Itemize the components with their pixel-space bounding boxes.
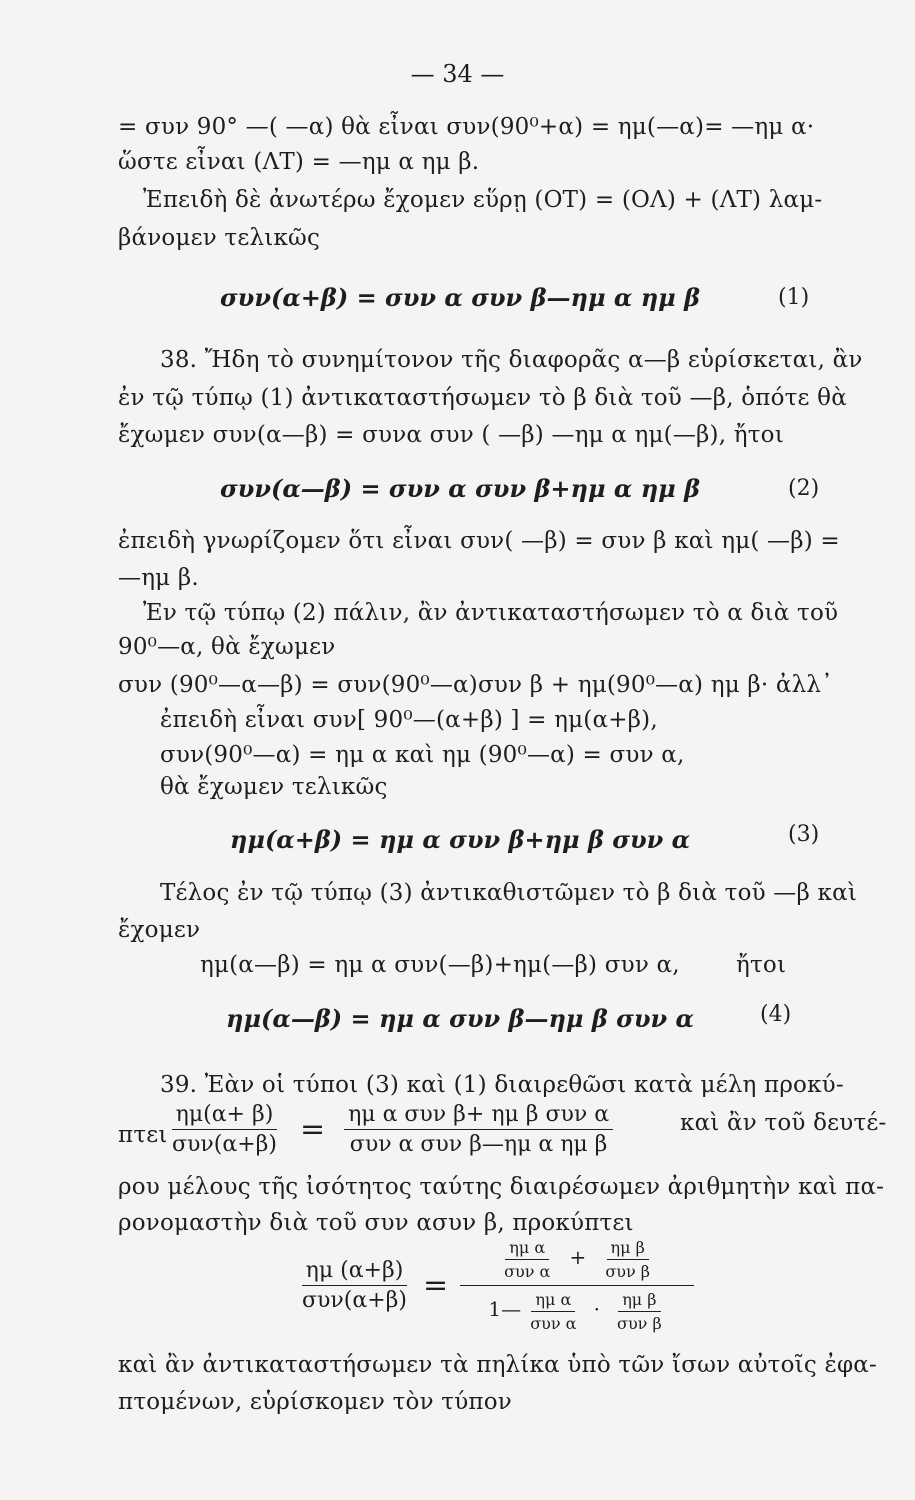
numerator: ημ(α+ β) xyxy=(172,1102,278,1130)
text-line: πτει xyxy=(118,1122,168,1148)
formula-1: συν(α+β) = συν α συν β—ημ α ημ β xyxy=(219,283,701,312)
text-line: βάνομεν τελικῶς xyxy=(118,225,321,251)
equation-number-2: (2) xyxy=(788,476,820,501)
text-line: Τέλος ἐν τῷ τύπῳ (3) ἀντικαθιστῶμεν τὸ β διὰ τοῦ —β καὶ xyxy=(160,880,858,906)
text-line: θὰ ἔχωμεν τελικῶς xyxy=(160,774,388,800)
page-number: — 34 — xyxy=(410,60,505,88)
text-line: πτομένων, εὑρίσκομεν τὸν τύπον xyxy=(118,1389,512,1415)
text-line: ἐν τῷ τύπῳ (1) ἀντικαταστήσωμεν τὸ β διὰ τοῦ —β, ὁπότε θὰ xyxy=(118,385,847,411)
equals-sign: = xyxy=(299,1112,326,1147)
fraction-equation-2 xyxy=(298,1238,694,1333)
numerator: ημ α xyxy=(505,1238,549,1260)
text-line: συν (90⁰—α—β) = συν(90⁰—α)συν β + ημ(90⁰—α) ημ β· ἀλλ᾽ xyxy=(118,672,833,698)
compound-numerator xyxy=(460,1238,694,1286)
denominator: συν β xyxy=(617,1314,662,1333)
fraction xyxy=(168,1102,281,1157)
one-minus: 1— xyxy=(488,1297,522,1321)
text-line: Ἐπειδὴ δὲ ἀνωτέρω ἔχομεν εὕρῃ (ΟΤ) = (ΟΛ) + (ΛΤ) λαμ- xyxy=(143,187,823,213)
text-line: —ημ β. xyxy=(118,565,199,591)
fraction xyxy=(298,1258,411,1313)
denominator: συν(α+β) xyxy=(302,1288,407,1313)
denominator: συν α xyxy=(504,1262,551,1281)
text-line: ημ(α—β) = ημ α συν(—β)+ημ(—β) συν α, xyxy=(200,952,680,978)
text-line: ἤτοι xyxy=(736,952,787,978)
text-line: ἔχομεν xyxy=(118,917,201,943)
compound-fraction xyxy=(460,1238,694,1333)
plus-sign: + xyxy=(569,1245,587,1269)
text-line: 90⁰—α, θὰ ἔχωμεν xyxy=(118,634,336,660)
text-line: καὶ ἂν τοῦ δευτέ- xyxy=(680,1110,887,1136)
fraction xyxy=(613,1290,666,1333)
text-line: ρονομαστὴν διὰ τοῦ συν ασυν β, προκύπτει xyxy=(118,1210,634,1236)
equation-number-3: (3) xyxy=(788,822,820,847)
equation-number-1: (1) xyxy=(778,285,810,310)
text-line: 38. Ἤδη τὸ συνημίτονον τῆς διαφορᾶς α—β εὑρίσκεται, ἂν xyxy=(160,347,863,373)
fraction xyxy=(344,1102,613,1157)
formula-4: ημ(α—β) = ημ α συν β—ημ β συν α xyxy=(226,1004,694,1033)
text-line: ρου μέλους τῆς ἰσότητος ταύτης διαιρέσωμεν ἀριθμητὴν καὶ πα- xyxy=(118,1174,885,1200)
text-line: ἐπειδὴ εἶναι συν[ 90⁰—(α+β) ] = ημ(α+β), xyxy=(160,707,658,733)
equals-sign: = xyxy=(422,1268,449,1303)
formula-3: ημ(α+β) = ημ α συν β+ημ β συν α xyxy=(229,825,691,854)
numerator: ημ β xyxy=(607,1238,649,1260)
text-line: ἔχωμεν συν(α—β) = συνα συν ( —β) —ημ α ημ(—β), ἤτοι xyxy=(118,422,784,448)
denominator: συν β xyxy=(605,1262,651,1281)
text-line: Ἐν τῷ τύπῳ (2) πάλιν, ἂν ἀντικαταστήσωμεν τὸ α διὰ τοῦ xyxy=(143,600,839,626)
fraction-equation-1 xyxy=(168,1102,613,1157)
text-line: 39. Ἐὰν οἱ τύποι (3) καὶ (1) διαιρεθῶσι κατὰ μέλη προκύ- xyxy=(160,1072,844,1098)
denominator: συν α xyxy=(530,1314,577,1333)
dot-sign: · xyxy=(593,1297,600,1321)
text-line: ὥστε εἶναι (ΛΤ) = —ημ α ημ β. xyxy=(118,149,480,175)
numerator: ημ α συν β+ ημ β συν α xyxy=(344,1102,613,1130)
numerator: ημ α xyxy=(531,1290,575,1312)
text-line: καὶ ἂν ἀντικαταστήσωμεν τὰ πηλίκα ὑπὸ τῶν ἴσων αὐτοῖς ἐφα- xyxy=(118,1352,878,1378)
text-line: ἐπειδὴ γνωρίζομεν ὅτι εἶναι συν( —β) = συν β καὶ ημ( —β) = xyxy=(118,528,840,554)
numerator: ημ β xyxy=(618,1290,660,1312)
text-line: συν(90⁰—α) = ημ α καὶ ημ (90⁰—α) = συν α, xyxy=(160,742,685,768)
text-line: = συν 90° —( —α) θὰ εἶναι συν(90⁰+α) = ημ(—α)= —ημ α· xyxy=(118,114,815,140)
denominator: συν α συν β—ημ α ημ β xyxy=(349,1132,608,1157)
fraction xyxy=(526,1290,580,1333)
denominator: συν(α+β) xyxy=(172,1132,277,1157)
fraction xyxy=(601,1238,654,1281)
compound-denominator xyxy=(468,1286,685,1333)
fraction xyxy=(500,1238,554,1281)
formula-2: συν(α—β) = συν α συν β+ημ α ημ β xyxy=(219,474,701,503)
equation-number-4: (4) xyxy=(760,1002,792,1027)
numerator: ημ (α+β) xyxy=(302,1258,408,1286)
